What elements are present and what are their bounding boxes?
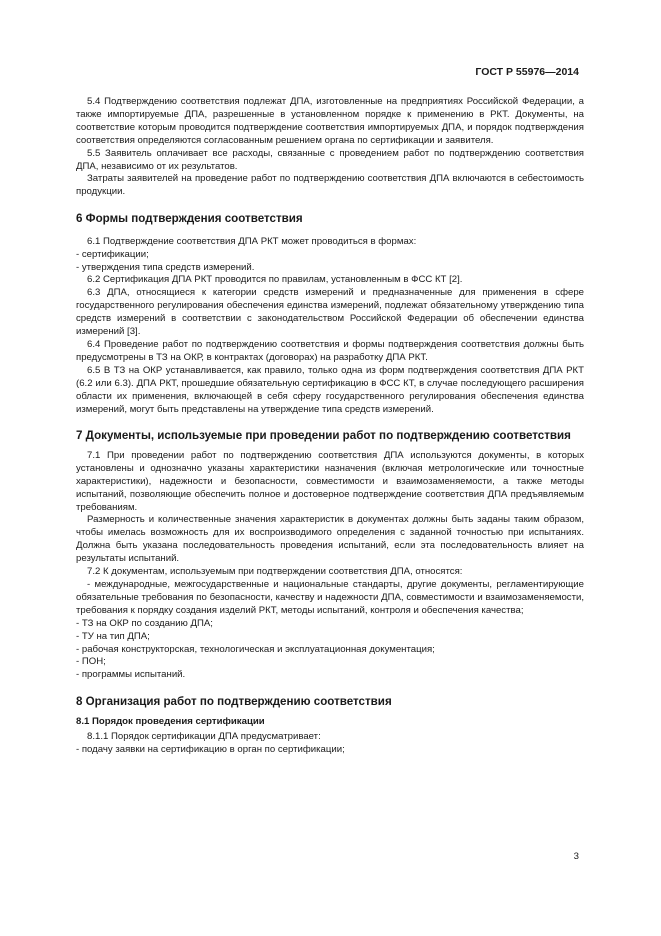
- list-item: - подачу заявки на сертификацию в орган по сертификации;: [76, 743, 345, 755]
- list-item: - программы испытаний.: [76, 669, 186, 681]
- paragraph-5-4: 5.4 Подтверждению соответствия подлежат ДПА, изготовленные на предприятиях Российской Федерации, а также импортируемые ДПА, разрешенные в установленном порядке к применению в РКТ. Документы, на соответствие которым проводится подтверждение соответствия импортируемых ДПА, и порядок подтверждения соответствия определяются согласованным решением органа по сертификации и заявителя.: [76, 96, 584, 146]
- document-number: ГОСТ Р 55976—2014: [475, 66, 579, 78]
- paragraph-6-3: 6.3 ДПА, относящиеся к категории средств измерений и предназначенные для применения в сфере государственного регулирования обеспечения единства измерений, подлежат обязательному утверждению типа средств измерений в соответствии с законодательством Российской Федерации об обеспечении единства измерений [3].: [76, 287, 584, 338]
- paragraph-6-5: 6.5 В ТЗ на ОКР устанавливается, как правило, только одна из форм подтверждения соответствия ДПА РКТ (6.2 или 6.3). ДПА РКТ, прошедшие обязательную сертификацию в ФСС КТ, в случае последующего расширения области их применения, включающей в себя сферу государственного регулирования обеспечения единства измерений, могут быть представлены на утверждение типа средств измерений.: [76, 364, 584, 415]
- list-item: - утверждения типа средств измерений.: [76, 261, 255, 273]
- paragraph-6-4: 6.4 Проведение работ по подтверждению соответствия и формы подтверждения соответствия должны быть предусмотрены в ТЗ на ОКР, в контрактах (договорах) на разработку ДПА РКТ.: [76, 339, 584, 363]
- paragraph-8-1-1: 8.1.1 Порядок сертификации ДПА предусматривает:: [87, 730, 321, 742]
- document-body: [76, 96, 584, 756]
- paragraph-costs: Затраты заявителей на проведение работ по подтверждению соответствия ДПА включаются в себестоимость продукции.: [76, 173, 584, 198]
- paragraph-7-1: 7.1 При проведении работ по подтверждению соответствия ДПА используются документы, в которых установлены и однозначно указаны характеристики назначения (включая метрологические или точностные характеристики), надежности и безопасности, совместимости и взаимозаменяемости, а также методы испытаний, позволяющие обеспечить полное и достоверное подтверждение соответствия ДПА предъявляемым требованиям.: [76, 449, 584, 513]
- subsection-8-1-heading: 8.1 Порядок проведения сертификации: [76, 715, 265, 727]
- section-7-heading: 7 Документы, используемые при проведении работ по подтверждению соответствия: [76, 429, 571, 443]
- list-item: - ТУ на тип ДПА;: [76, 630, 150, 642]
- paragraph-dimensions: Размерность и количественные значения характеристик в документах должны быть заданы таким образом, чтобы имелась возможность для их воспроизводимого определения с заданной точностью при испытаниях. Должна быть указана последовательность проведения испытаний, если эта последовательность влияет на результаты испытаний.: [76, 514, 584, 565]
- list-item: - рабочая конструкторская, технологическая и эксплуатационная документация;: [76, 643, 435, 655]
- section-6-heading: 6 Формы подтверждения соответствия: [76, 212, 303, 226]
- paragraph-7-2: 7.2 К документам, используемым при подтверждении соответствия ДПА, относятся:: [87, 566, 463, 578]
- list-item: - ТЗ на ОКР по созданию ДПА;: [76, 617, 213, 629]
- paragraph-6-1: 6.1 Подтверждение соответствия ДПА РКТ может проводиться в формах:: [87, 235, 417, 247]
- paragraph-5-5: 5.5 Заявитель оплачивает все расходы, связанные с проведением работ по подтверждению соответствия ДПА, независимо от их результатов.: [76, 147, 584, 172]
- section-8-heading: 8 Организация работ по подтверждению соответствия: [76, 695, 392, 709]
- page-number: 3: [573, 851, 579, 862]
- list-item: - ПОН;: [76, 656, 106, 668]
- paragraph-6-2: 6.2 Сертификация ДПА РКТ проводится по правилам, установленным в ФСС КТ [2].: [87, 274, 463, 286]
- paragraph-standards: - международные, межгосударственные и национальные стандарты, другие документы, регламентирующие обязательные требования по безопасности, качеству и надежности ДПА, совместимости и взаимозаменяемости, требования к порядку создания изделий РКТ, методы испытаний, контроля и обеспечения качества;: [76, 579, 584, 616]
- list-item: - сертификации;: [76, 248, 149, 260]
